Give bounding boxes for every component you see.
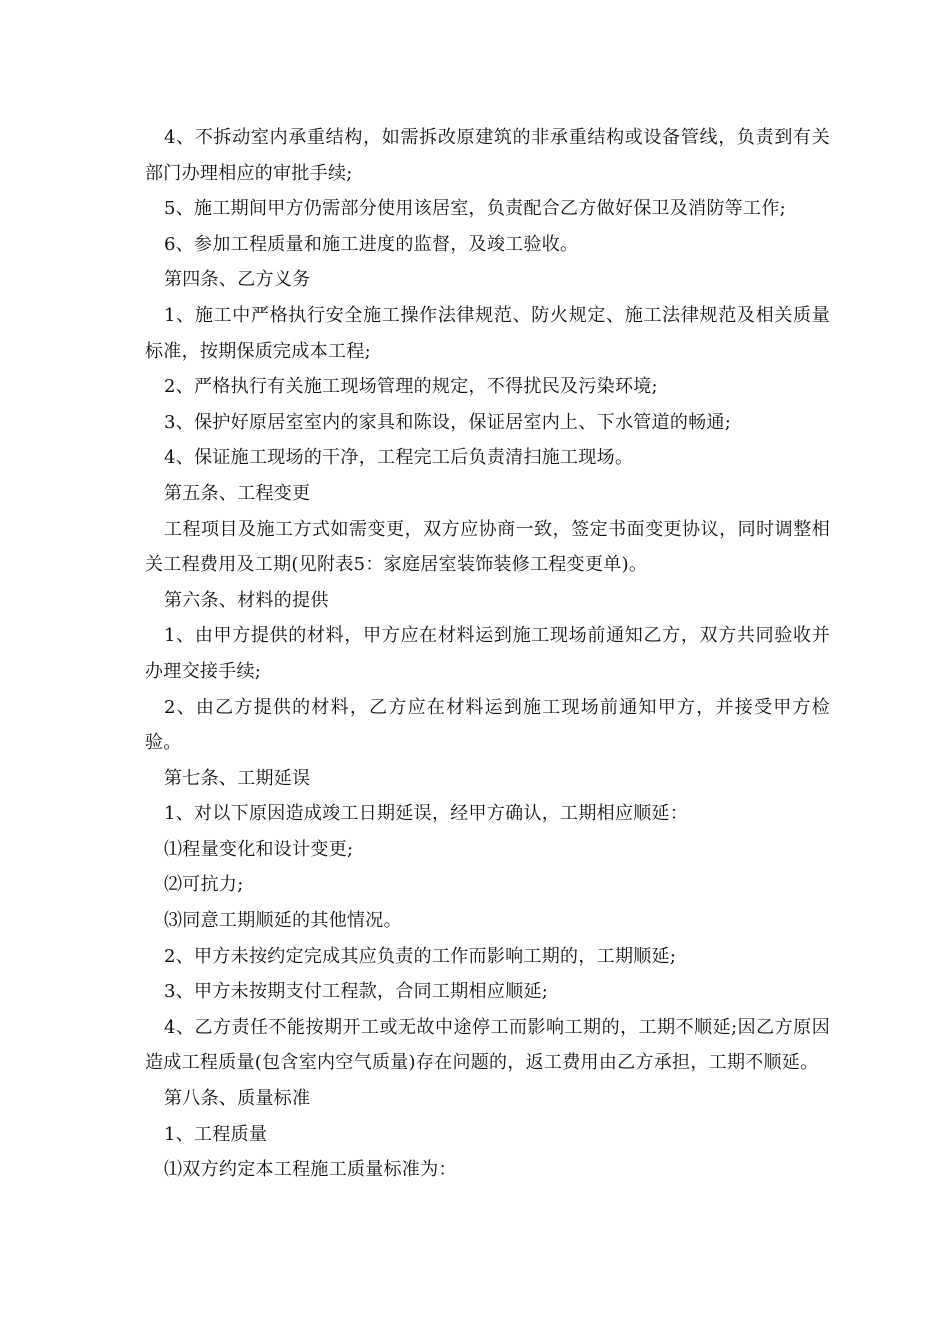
paragraph: 6、参加工程质量和施工进度的监督，及竣工验收。 xyxy=(164,233,579,255)
paragraph: 1、由甲方提供的材料，甲方应在材料运到施工现场前通知乙方，双方共同验收并办理交接手续; xyxy=(145,625,830,682)
paragraph: 4、乙方责任不能按期开工或无故中途停工而影响工期的，工期不顺延;因乙方原因造成工程质量(包含室内空气质量)存在问题的，返工费用由乙方承担，工期不顺延。 xyxy=(145,1016,830,1074)
paragraph: 3、甲方未按期支付工程款，合同工期相应顺延; xyxy=(164,981,549,1003)
section-heading: 第五条、工程变更 xyxy=(164,482,311,504)
paragraph: 工程项目及施工方式如需变更，双方应协商一致，签定书面变更协议，同时调整相关工程费用及工期(见附表5：家庭居室装饰装修工程变更单)。 xyxy=(145,518,830,576)
paragraph: 4、保证施工现场的干净，工程完工后负责清扫施工现场。 xyxy=(164,447,634,469)
paragraph: 2、甲方未按约定完成其应负责的工作而影响工期的，工期顺延; xyxy=(164,945,677,967)
section-heading: 第六条、材料的提供 xyxy=(164,589,329,611)
list-item: ⑵可抗力; xyxy=(164,874,244,896)
paragraph: 1、工程质量 xyxy=(164,1123,268,1145)
section-heading: 第八条、质量标准 xyxy=(164,1088,311,1110)
paragraph: 1、对以下原因造成竣工日期延误，经甲方确认，工期相应顺延： xyxy=(164,803,689,825)
list-item: ⑴程量变化和设计变更; xyxy=(164,838,354,860)
paragraph: 5、施工期间甲方仍需部分使用该居室，负责配合乙方做好保卫及消防等工作; xyxy=(164,198,787,220)
list-item: ⑴双方约定本工程施工质量标准为： xyxy=(164,1159,457,1181)
list-item: ⑶同意工期顺延的其他情况。 xyxy=(164,910,402,932)
paragraph: 2、严格执行有关施工现场管理的规定，不得扰民及污染环境; xyxy=(164,376,658,398)
paragraph: 3、保护好原居室室内的家具和陈设，保证居室内上、下水管道的畅通; xyxy=(164,411,732,433)
section-heading: 第七条、工期延误 xyxy=(164,767,311,789)
paragraph: 1、施工中严格执行安全施工操作法律规范、防火规定、施工法律规范及相关质量标准，按期保质完成本工程; xyxy=(145,304,830,362)
paragraph: 4、不拆动室内承重结构，如需拆改原建筑的非承重结构或设备管线，负责到有关部门办理相应的审批手续; xyxy=(145,127,830,184)
section-heading: 第四条、乙方义务 xyxy=(164,269,311,291)
paragraph: 2、由乙方提供的材料，乙方应在材料运到施工现场前通知甲方，并接受甲方检验。 xyxy=(145,696,830,754)
